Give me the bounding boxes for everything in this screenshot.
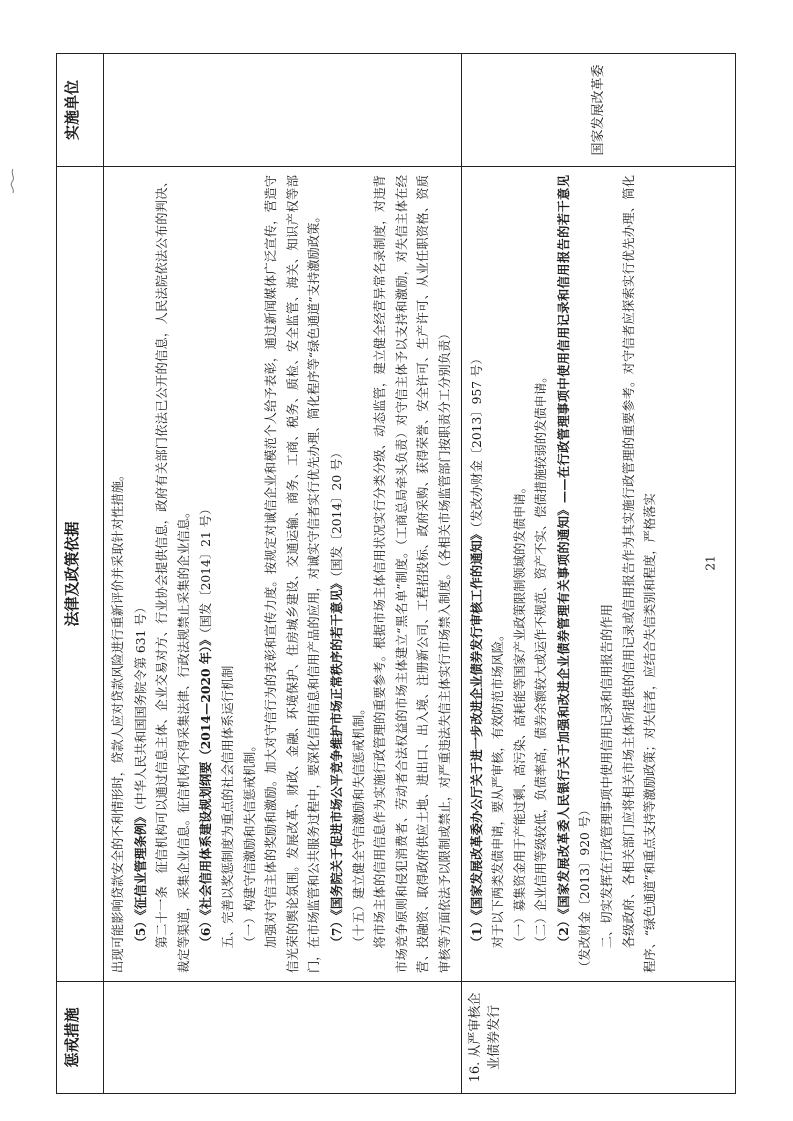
row2-paragraph: （二）企业信用等级较低，负债率高，债券余额较大或运作不规范、资产不实、偿债措施较弱的发债申请。 bbox=[534, 370, 549, 949]
row2-paragraph: （一）募集资金用于产能过剩、高污染、高耗能等国家产业政策限制领域的发债申请。 bbox=[512, 481, 527, 949]
doc-title: （6）《社会信用体系建设规划纲要（2014—2020 年）》 bbox=[198, 633, 214, 949]
row2-paragraph: 对于以下两类发债申请，要从严审核，有效防范市场风险。 bbox=[491, 628, 506, 949]
header-basis: 法律及政策依据 bbox=[57, 167, 104, 982]
header-measure: 惩戒措施 bbox=[57, 982, 104, 1094]
row1-paragraph: 加强对守信主体的奖励和激励。加大对守信行为的表彰和宣传力度。按规定对诚信企业和模范个人给予表彰，通过新闻媒体广泛宣传，营造守信光荣的舆论氛围。发展改革、财政、金融、环境保护、住房城乡建设、交通运输、商务、工商、税务、质检、安全监管、海关、知识产权等部门，在市场监管和公共服务过程中，要深化信用信息和信用产品的应用，对诚实守信者实行优先办理、简化程序等“绿色通道”支持激励政策。 bbox=[264, 175, 322, 973]
row1-paragraph: 五、完善以奖惩制度为重点的社会信用体系运行机制 bbox=[220, 665, 235, 949]
row1-paragraph: （十五）建立健全守信激励和失信惩戒机制。 bbox=[351, 702, 366, 949]
row1-unit bbox=[104, 54, 462, 167]
table-header-row bbox=[57, 54, 104, 1094]
row1-paragraph: 出现可能影响贷款安全的不利情形时，贷款人应对贷款风险进行重新评价并采取针对性措施。 bbox=[111, 468, 125, 973]
header-unit: 实施单位 bbox=[57, 54, 104, 167]
doc-number: （发改财金〔2013〕920 号） bbox=[578, 803, 593, 973]
doc-number: （国发〔2014〕21 号） bbox=[199, 502, 214, 634]
row2-unit: 国家发展改革委 bbox=[461, 54, 736, 167]
doc-title: （5）《征信业管理条例》 bbox=[132, 810, 148, 949]
row1-paragraph bbox=[130, 175, 153, 973]
table-row-2 bbox=[461, 54, 736, 1094]
pen-mark bbox=[6, 168, 20, 194]
row2-measure: 16. 从严审核企业债券发行 bbox=[461, 982, 736, 1094]
row2-paragraph bbox=[553, 175, 597, 973]
page-number: 21 bbox=[703, 555, 718, 571]
doc-number: （发改办财金〔2013〕957 号） bbox=[469, 352, 484, 528]
row1-paragraph: （一）构建守信激励和失信惩戒机制。 bbox=[242, 739, 257, 949]
doc-title: （1）《国家发展改革委办公厅关于进一步改进企业债券发行审核工作的通知》 bbox=[468, 527, 484, 949]
row2-paragraph bbox=[466, 175, 489, 973]
doc-number: （中华人民共和国国务院令第 631 号） bbox=[133, 601, 148, 811]
row1-paragraph bbox=[195, 175, 218, 973]
rotated-table-container bbox=[56, 54, 736, 1094]
doc-title: （2）《国家发展改革委人民银行关于加强和改进企业债券管理有关事项的通知》——在行政管理事项中使用信用记录和信用报告的若干意见 bbox=[555, 175, 571, 949]
row1-basis bbox=[104, 167, 462, 982]
measures-table bbox=[56, 53, 736, 1094]
doc-title: （7）《国务院关于促进市场公平竞争维护市场正常秩序的若干意见》 bbox=[328, 577, 344, 949]
row1-measure bbox=[104, 982, 462, 1094]
doc-number: （国发〔2014〕20 号） bbox=[329, 446, 344, 578]
row1-paragraph bbox=[326, 175, 349, 973]
row1-paragraph: 第二十一条 征信机构可以通过信息主体、企业交易对方、行业协会提供信息，政府有关部门依法已公开的信息，人民法院依法公布的判决、裁定等渠道，采集企业信息。征信机构不得采集法律、行政法规禁止采集的企业信息。 bbox=[155, 175, 191, 973]
table-row-1 bbox=[104, 54, 462, 1094]
row2-paragraph: 二、切实发挥在行政管理事项中使用信用记录和信用报告的作用 bbox=[600, 604, 615, 949]
row1-paragraph: 将市场主体的信用信息作为实施行政管理的重要参考。根据市场主体信用状况实行分类分级、动态监管，建立健全经营异常名录制度，对违背市场竞争原则和侵犯消费者、劳动者合法权益的市场主体建立“黑名单”制度。（工商总局牵头负责）对守信主体予以支持和激励，对失信主体在经营、投融资、取得政府供应土地、进出口、出入境、注册新公司、工程招投标、政府采购、获得荣誉、安全许可、生产许可、从业任职资格、资质审核等方面依法予以限制或禁止，对严重违法失信主体实行市场禁入制度。（各相关市场监管部门按职责分工分别负责） bbox=[373, 175, 452, 973]
row2-paragraph: 各级政府、各相关部门应将相关市场主体所提供的信用记录或信用报告作为其实施行政管理的重要参考。对守信者应探索实行优先办理、简化程序、“绿色通道”和重点支持等激励政策；对失信者，应结合失信类别和程度，严格落实 bbox=[621, 175, 658, 973]
row2-basis bbox=[461, 167, 736, 982]
